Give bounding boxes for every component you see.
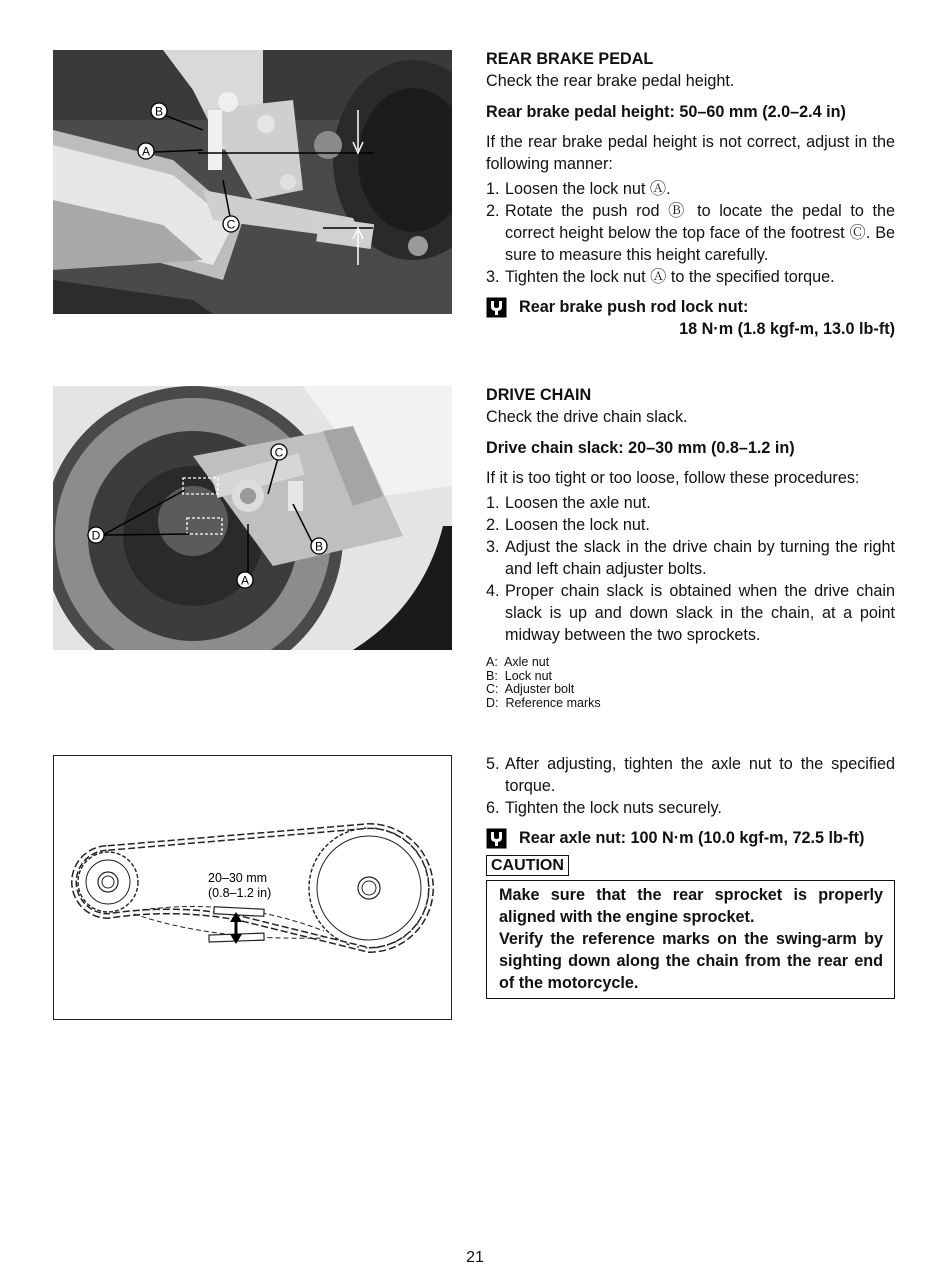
callout-a <box>237 572 253 588</box>
rear-brake-spec: Rear brake pedal height: 50–60 mm (2.0–2.4 in) <box>486 103 846 121</box>
drive-chain-intro: Check the drive chain slack. <box>486 408 688 426</box>
callout-b <box>151 103 167 119</box>
rear-brake-steps <box>486 178 895 288</box>
rear-brake-paragraph: If the rear brake pedal height is not correct, adjust in the following manner: <box>486 133 895 173</box>
legend-item: D: Reference marks <box>486 695 601 710</box>
svg-text:A: A <box>240 573 250 588</box>
photo-legend <box>486 656 895 710</box>
callout-d <box>88 527 104 543</box>
drive-chain-section <box>486 384 895 710</box>
list-item: 3. Adjust the slack in the drive chain by turning the right and left chain adjuster bolts. <box>486 538 895 578</box>
slack-label-in: (0.8–1.2 in) <box>208 886 272 900</box>
drive-chain-heading: DRIVE CHAIN <box>486 386 592 404</box>
page-number: 21 <box>466 1249 484 1266</box>
list-item: 5. After adjusting, tighten the axle nut to the specified torque. <box>486 755 895 795</box>
legend-item: B: Lock nut <box>486 668 553 683</box>
list-item: 2. Loosen the lock nut. <box>486 516 650 534</box>
rear-brake-heading: REAR BRAKE PEDAL <box>486 50 654 68</box>
drive-chain-steps-continued <box>486 753 895 819</box>
rear-brake-section <box>486 48 895 340</box>
rear-brake-torque <box>486 296 895 340</box>
callout-a <box>138 143 154 159</box>
list-item: 6. Tighten the lock nuts securely. <box>486 799 722 817</box>
caution-text: Verify the reference marks on the swing-arm by sighting down along the chain from the rear end of the motorcycle. <box>499 930 883 992</box>
caution-box <box>486 880 895 999</box>
callout-c <box>271 444 287 460</box>
list-item: 4. Proper chain slack is obtained when the drive chain slack is up and down slack in the chain, at a point midway between the two sprockets. <box>486 582 895 644</box>
caution-label: CAUTION <box>486 855 569 876</box>
torque-label: Rear axle nut: 100 N·m (10.0 kgf-m, 72.5 lb-ft) <box>519 829 865 847</box>
caution-text: Make sure that the rear sprocket is properly aligned with the engine sprocket. <box>499 886 883 926</box>
drive-chain-spec: Drive chain slack: 20–30 mm (0.8–1.2 in) <box>486 439 795 457</box>
torque-wrench-icon <box>486 297 507 318</box>
slack-label-mm: 20–30 mm <box>208 871 268 885</box>
rear-brake-photo <box>53 50 452 314</box>
list-item: 1. Loosen the lock nut Ⓐ. <box>486 180 671 198</box>
drive-chain-photo <box>53 386 452 650</box>
drive-chain-continued <box>486 753 895 999</box>
svg-text:B: B <box>154 104 164 119</box>
torque-value: 18 N·m (1.8 kgf-m, 13.0 lb-ft) <box>679 320 895 338</box>
svg-text:C: C <box>274 445 284 460</box>
torque-wrench-icon <box>486 828 507 849</box>
legend-item: C: Adjuster bolt <box>486 682 575 696</box>
svg-text:A: A <box>141 144 151 159</box>
svg-text:D: D <box>91 528 101 543</box>
rear-brake-intro: Check the rear brake pedal height. <box>486 72 735 90</box>
list-item: 1. Loosen the axle nut. <box>486 494 651 512</box>
chain-slack-diagram <box>53 755 452 1020</box>
list-item: 3. Tighten the lock nut Ⓐ to the specified torque. <box>486 268 835 286</box>
svg-text:C: C <box>226 217 236 232</box>
svg-text:B: B <box>314 539 324 554</box>
callout-c <box>223 216 239 232</box>
legend-item: A: Axle nut <box>486 655 550 669</box>
callout-b <box>311 538 327 554</box>
torque-label: Rear brake push rod lock nut: <box>519 298 749 316</box>
rear-axle-torque <box>486 827 895 849</box>
list-item: 2. Rotate the push rod Ⓑ to locate the pedal to the correct height below the top face of the footrest Ⓒ. Be sure to measure this height carefully. <box>486 202 895 264</box>
drive-chain-paragraph: If it is too tight or too loose, follow these procedures: <box>486 469 860 487</box>
drive-chain-steps <box>486 492 895 646</box>
